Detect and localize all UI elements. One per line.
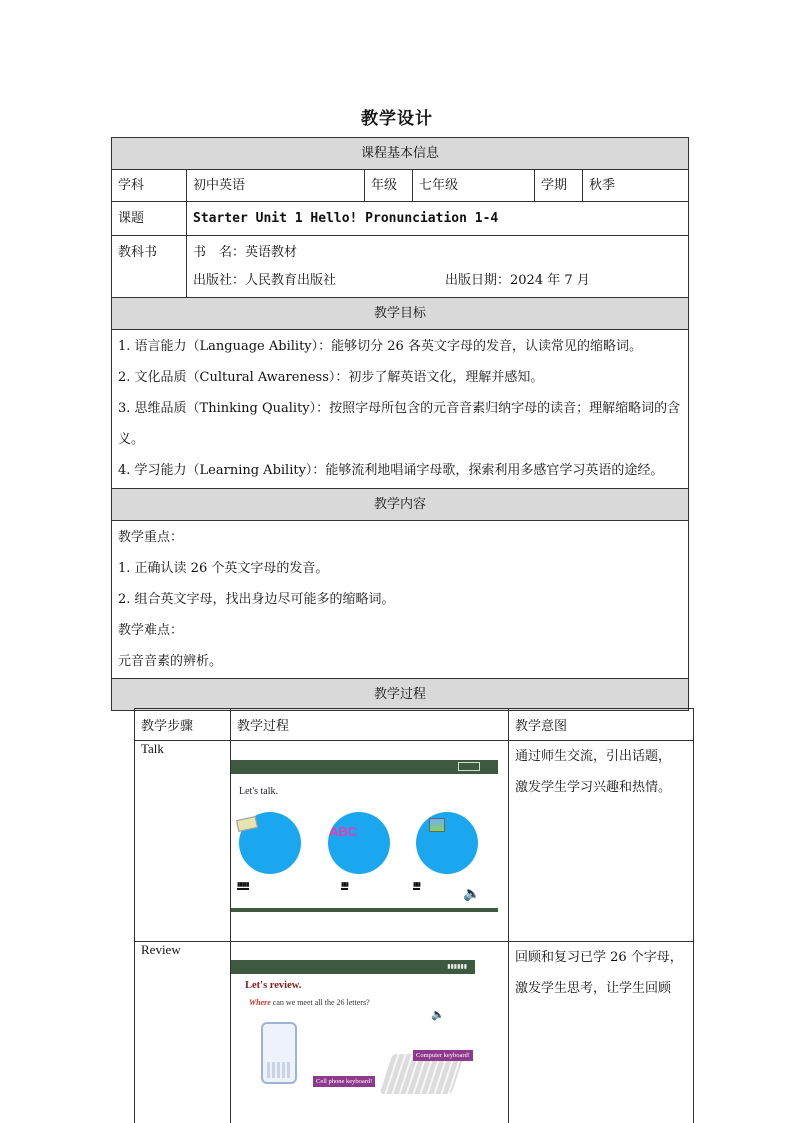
topic-circle — [328, 812, 390, 874]
intent-line: 激发学生思考，让学生回顾 — [515, 981, 672, 996]
computer-keyboard-label: Computer keyboard! — [413, 1050, 473, 1061]
textbook-info — [187, 236, 689, 298]
process-cell-talk — [231, 741, 509, 942]
col-process-header: 教学过程 — [231, 709, 509, 741]
intent-line: 通过师生交流，引出话题， — [515, 749, 672, 764]
book-name: 书 名：英语教材 — [193, 245, 298, 260]
slide-logo: ▮▮▮▮▮▮ — [447, 964, 467, 970]
col-step-header: 教学步骤 — [135, 709, 231, 741]
subject-label: 学科 — [112, 170, 187, 202]
topic-label: 课题 — [112, 202, 187, 236]
publisher: 出版社：人民教育出版社 — [193, 273, 337, 288]
abc-icon: ABC — [329, 824, 358, 839]
grade-label: 年级 — [365, 170, 413, 202]
publisher-row — [193, 272, 682, 290]
grade-value: 七年级 — [413, 170, 535, 202]
col-intent-header: 教学意图 — [509, 709, 694, 741]
subject-value: 初中英语 — [187, 170, 365, 202]
process-header: 教学过程 — [112, 679, 689, 711]
difficulty-label: 教学难点： — [118, 623, 184, 638]
course-info-table — [111, 137, 689, 711]
objective-item: 2. 文化品质（Cultural Awareness）：初步了解英语文化，理解并感知。 — [118, 370, 544, 385]
question-text: can we meet all the 26 letters? — [270, 998, 370, 1007]
intent-line: 激发学生学习兴趣和热情。 — [515, 780, 672, 795]
content-body — [112, 521, 689, 679]
slide-title: Let's talk. — [239, 786, 279, 797]
objective-item: 3. 思维品质（Thinking Quality）：按照字母所包含的元音音素归纳字母的读音；理解缩略词的含义。 — [118, 401, 681, 447]
topic-circle — [416, 812, 478, 874]
objective-item: 1. 语言能力（Language Ability）：能够切分 26 各英文字母的发音，认读常见的缩略词。 — [118, 339, 642, 354]
key-point-item: 1. 正确认读 26 个英文字母的发音。 — [118, 561, 329, 576]
step-talk: Talk — [135, 741, 231, 942]
basic-info-header: 课程基本信息 — [112, 138, 689, 170]
slide-header-band — [231, 960, 475, 974]
term-label: 学期 — [535, 170, 583, 202]
slide-logo — [458, 762, 480, 771]
publish-date: 出版日期：2024 年 7 月 — [445, 273, 590, 288]
intent-talk — [509, 741, 694, 942]
objectives-header: 教学目标 — [112, 298, 689, 330]
process-cell-review — [231, 942, 509, 1123]
content-header: 教学内容 — [112, 489, 689, 521]
process-table — [134, 708, 694, 1123]
speaker-icon[interactable]: 🔈 — [463, 886, 481, 902]
speaker-icon[interactable]: 🔈 — [431, 1008, 445, 1021]
phone-keyboard-label: Cell phone keyboard! — [313, 1076, 375, 1087]
phone-image — [261, 1022, 297, 1084]
talk-slide — [231, 760, 498, 912]
intent-line: 回顾和复习已学 26 个字母， — [515, 950, 683, 965]
document-title: 教学设计 — [361, 109, 433, 129]
picture-icon — [429, 818, 445, 832]
objective-item: 4. 学习能力（Learning Ability）：能够流利地唱诵字母歌，探索利用多感官学习英语的途经。 — [118, 463, 664, 478]
step-review: Review — [135, 942, 231, 1123]
textbook-label: 教科书 — [112, 236, 187, 298]
key-points-label: 教学重点： — [118, 530, 184, 545]
key-point-item: 2. 组合英文字母，找出身边尽可能多的缩略词。 — [118, 592, 395, 607]
caption-mark: ▮▮▮ — [341, 882, 348, 888]
caption-mark: ▮▮▮ — [413, 882, 420, 888]
term-value: 秋季 — [583, 170, 689, 202]
intent-review — [509, 942, 694, 1123]
difficulty-item: 元音音素的辨析。 — [118, 654, 223, 669]
topic-value: Starter Unit 1 Hello! Pronunciation 1-4 — [187, 202, 689, 236]
question-highlight: Where — [249, 998, 271, 1007]
slide-question — [249, 998, 370, 1007]
slide-title: Let's review. — [245, 980, 302, 991]
caption-mark: ▮▮▮▮▮ — [237, 882, 249, 888]
review-slide — [231, 960, 475, 1120]
objectives-list — [112, 330, 689, 489]
